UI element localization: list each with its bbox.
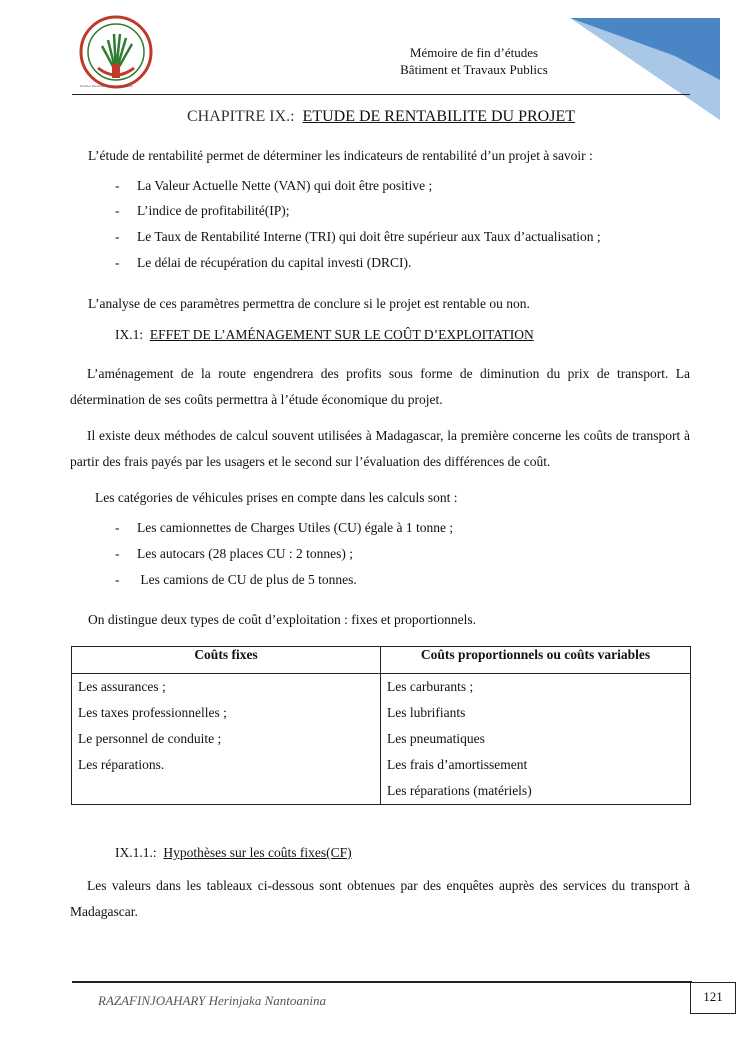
categories-intro: Les catégories de véhicules prises en compte dans les calculs sont : <box>95 490 458 505</box>
intro-paragraph: L’étude de rentabilité permet de déterminer les indicateurs de rentabilité d’un projet à savoir : <box>88 148 593 163</box>
logo-caption: Premier Partenaire des Professionnels <box>80 84 133 88</box>
corner-decoration <box>570 18 720 120</box>
header-variable-costs: Coûts proportionnels ou coûts variables <box>381 647 691 674</box>
costs-table <box>71 646 691 805</box>
table-header-row <box>72 647 691 674</box>
analysis-paragraph: L’analyse de ces paramètres permettra de conclure si le projet est rentable ou non. <box>88 296 530 311</box>
chapter-title: ETUDE DE RENTABILITE DU PROJET <box>302 108 576 125</box>
paragraph-2: Il existe deux méthodes de calcul souvent utilisées à Madagascar, la première concerne les coûts de transport à partir des frais payés par les usagers et le second sur l’évaluation des différences de coût. <box>70 428 690 469</box>
section-title-2: Hypothèses sur les coûts fixes(CF) <box>163 845 352 860</box>
chapter-heading <box>72 108 690 126</box>
page-number: 121 <box>690 982 736 1014</box>
list-item: - Les autocars (28 places CU : 2 tonnes) ; <box>115 546 353 561</box>
header-line2: Bâtiment et Travaux Publics <box>400 62 548 77</box>
paragraph-1: L’aménagement de la route engendrera des profits sous forme de diminution du prix de transport. La détermination de ses coûts permettra à l’étude économique du projet. <box>70 366 690 407</box>
list-item: - Le délai de récupération du capital investi (DRCI). <box>115 255 412 270</box>
variable-costs-cell: Les carburants ; Les lubrifiants Les pneumatiques Les frais d’amortissement Les réparations (matériels) <box>381 674 691 805</box>
section-heading-1: IX.1: EFFET DE L’AMÉNAGEMENT SUR LE COÛT D’EXPLOITATION <box>115 327 534 342</box>
section-heading-2: IX.1.1.: Hypothèses sur les coûts fixes(CF) <box>115 845 352 860</box>
list-item: - Le Taux de Rentabilité Interne (TRI) qui doit être supérieur aux Taux d’actualisation ; <box>115 229 601 244</box>
header-line1: Mémoire de fin d’études <box>409 45 539 60</box>
paragraph-3: Les valeurs dans les tableaux ci-dessous sont obtenues par des enquêtes auprès des services du transport à Madagascar. <box>70 878 690 919</box>
chapter-number: CHAPITRE IX.: <box>186 108 295 125</box>
list-item: - Les camions de CU de plus de 5 tonnes. <box>115 572 357 587</box>
header-rule <box>72 94 690 95</box>
school-logo <box>78 14 154 90</box>
list-item: - L’indice de profitabilité(IP); <box>115 203 290 218</box>
types-intro: On distingue deux types de coût d’exploitation : fixes et proportionnels. <box>88 612 477 627</box>
footer-author: RAZAFINJOAHARY Herinjaka Nantoanina <box>98 993 326 1008</box>
list-item: - Les camionnettes de Charges Utiles (CU) égale à 1 tonne ; <box>115 520 454 535</box>
footer-rule <box>72 981 692 983</box>
list-item: - La Valeur Actuelle Nette (VAN) qui doit être positive ; <box>115 178 433 193</box>
table-row <box>72 674 691 805</box>
document-header <box>360 44 588 78</box>
section-title-1: EFFET DE L’AMÉNAGEMENT SUR LE COÛT D’EXPLOITATION <box>149 327 534 342</box>
header-fixed-costs: Coûts fixes <box>72 647 381 674</box>
fixed-costs-cell: Les assurances ; Les taxes professionnelles ; Le personnel de conduite ; Les réparations. <box>72 674 381 805</box>
